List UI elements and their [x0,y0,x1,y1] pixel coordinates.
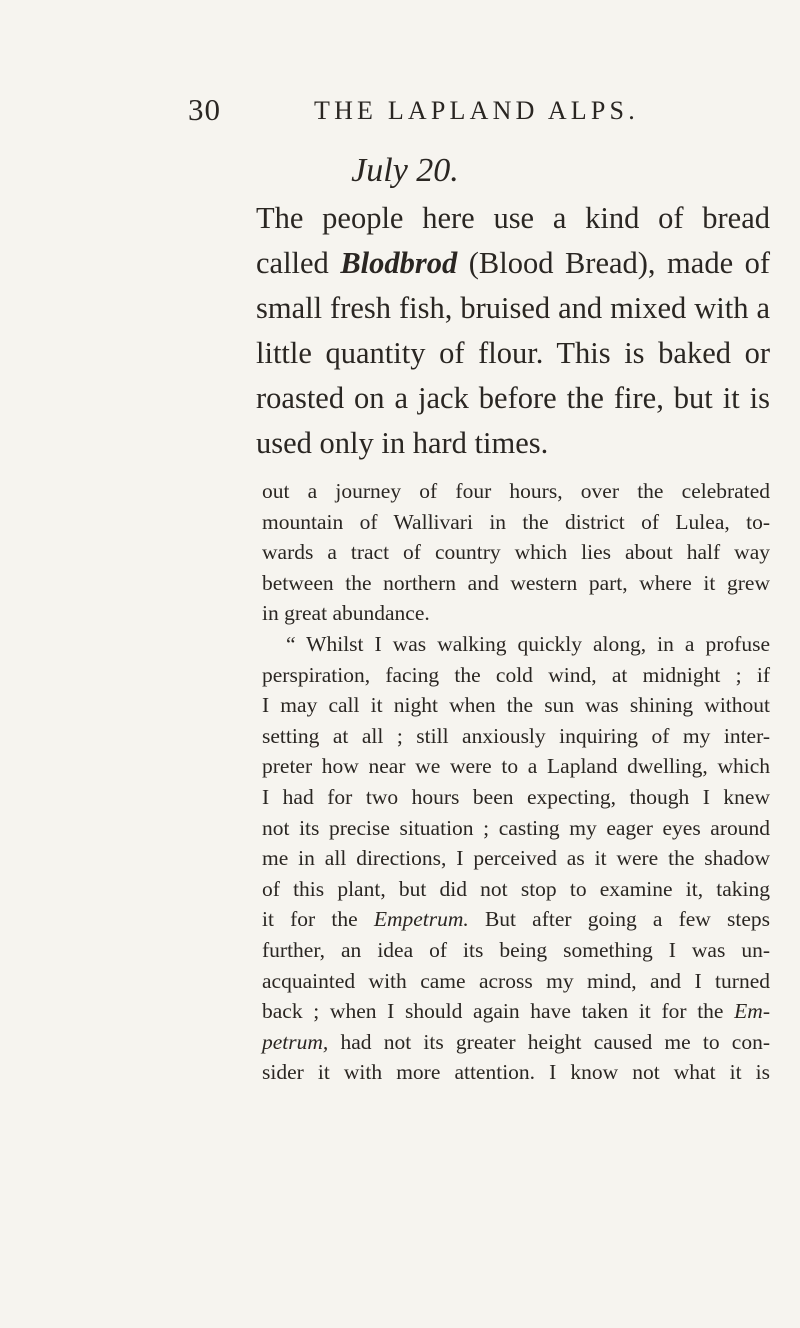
intro-paragraph [256,196,770,466]
intro-line [256,196,770,241]
quote-line [262,1057,770,1088]
text-run: wards a tract of country which lies about half way [262,540,770,565]
text-run: “ Whilst I was walking quickly along, in a profuse [286,631,770,656]
emphasized-text: Em- [734,999,770,1024]
text-run: acquainted with came across my mind, and I turned [262,968,770,993]
emphasized-text: Empetrum. [373,907,469,932]
text-run: setting at all ; still anxiously inquiring of my inter- [262,723,770,748]
text-run: out a journey of four hours, over the celebrated [262,479,770,503]
emphasized-text: petrum, [262,1029,329,1054]
quote-line [262,629,770,660]
text-run: back ; when I should again have taken it for the [262,999,735,1024]
quote-line [262,476,770,507]
quote-line [262,1027,770,1058]
text-run: called [256,246,341,280]
text-run: (Blood Bread), made of [457,246,770,280]
text-run: roasted on a jack before the fire, but it is [256,381,770,415]
quote-line [262,660,770,691]
text-run: perspiration, facing the cold wind, at midnight ; if [262,662,770,687]
quote-line [262,507,770,538]
emphasized-text: Blodbrod [340,246,458,280]
text-run: mountain of Wallivari in the district of Lulea, to- [262,509,770,534]
quote-line [262,966,770,997]
intro-line [256,376,770,421]
intro-line [256,241,770,286]
text-run: used only in hard times. [256,426,549,460]
quoted-passage [262,476,770,1088]
quote-line [262,813,770,844]
quote-line [262,568,770,599]
text-run: between the northern and western part, where it grew [262,570,770,595]
quote-line [262,751,770,782]
text-run: sider it with more attention. I know not what it is [262,1060,770,1085]
intro-line [256,331,770,376]
date-heading: July 20. [351,152,459,189]
text-run: not its precise situation ; casting my eager eyes around [262,815,770,840]
text-run: preter how near we were to a Lapland dwelling, which [262,754,770,779]
quote-line [262,721,770,752]
intro-line [256,286,770,331]
intro-line [256,421,770,466]
quote-line [262,935,770,966]
text-run: The people here use a kind of bread [256,201,770,235]
quote-line [262,996,770,1027]
quote-line [262,537,770,568]
text-run: of this plant, but did not stop to examine it, taking [262,876,770,901]
quote-line [262,690,770,721]
quote-line [262,598,770,629]
quote-line [262,843,770,874]
text-run: me in all directions, I perceived as it were the shadow [262,846,770,871]
text-run: I had for two hours been expecting, though I knew [262,784,770,809]
text-run: small fresh fish, bruised and mixed with a [256,291,770,325]
text-run: I may call it night when the sun was shining without [262,693,770,718]
text-run: little quantity of flour. This is baked or [256,336,770,370]
text-run: But after going a few steps [468,907,770,932]
quote-line [262,874,770,905]
text-run: it for the [262,907,374,932]
text-run: further, an idea of its being something I was un- [262,937,770,962]
quote-line [262,904,770,935]
page-header [188,92,748,132]
text-run: had not its greater height caused me to con- [328,1029,770,1054]
quote-line [262,782,770,813]
page-number: 30 [188,92,221,127]
text-run: in great abundance. [262,601,430,626]
running-title: THE LAPLAND ALPS. [314,96,639,125]
